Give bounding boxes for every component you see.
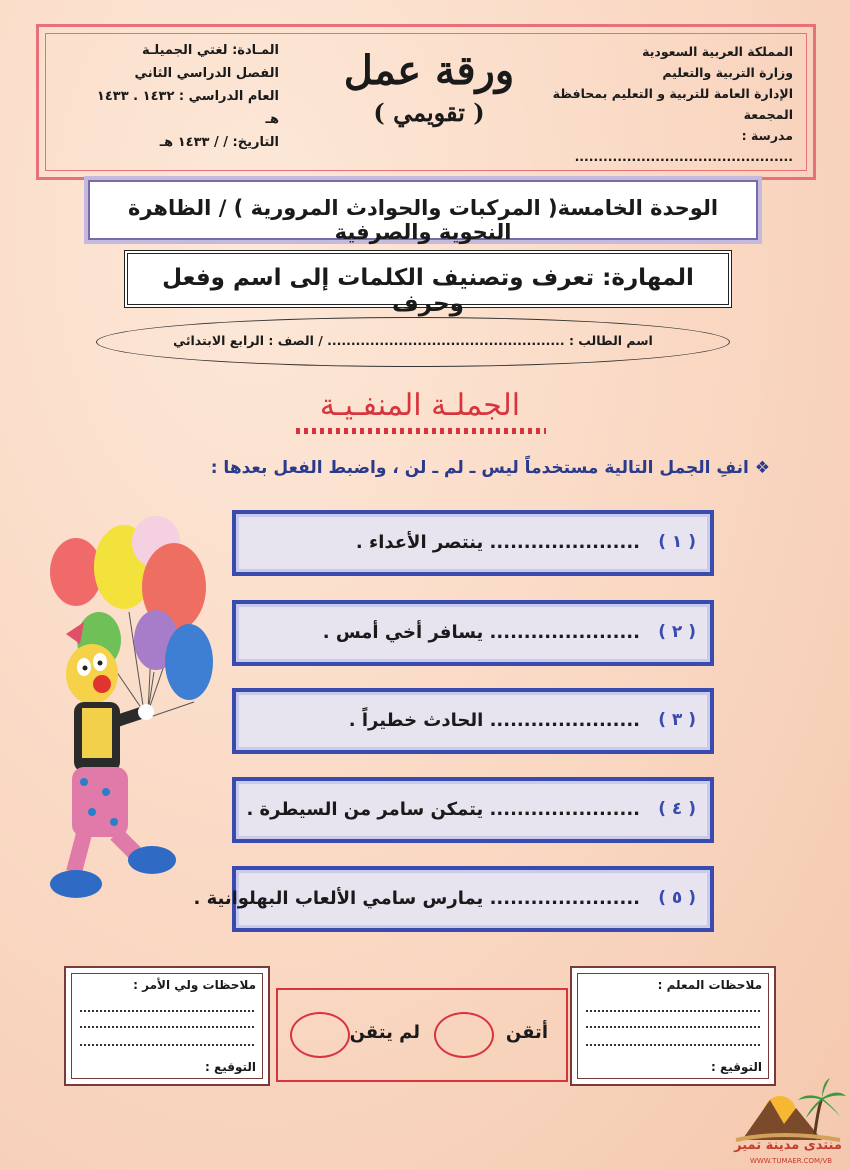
grade-box: [276, 988, 568, 1082]
sentence-text: ...................... يتمكن سامر من السيطرة .: [246, 799, 640, 820]
sentence-text: ...................... الحادث خطيراً .: [348, 710, 640, 731]
exercise-instruction: ❖ انفِ الجمل التالية مستخدماً ليس ـ لم ـ لن ، واضبط الفعل بعدها :: [210, 458, 770, 478]
not-mastered-checkbox[interactable]: [290, 1012, 350, 1058]
notes-line: [586, 1010, 760, 1012]
parent-signature-label: التوقيع :: [205, 1060, 256, 1074]
worksheet-subtitle: ( تقويمي ): [373, 98, 485, 127]
mastered-checkbox[interactable]: [434, 1012, 494, 1058]
sentence-text: ...................... يسافر أخي أمس .: [322, 622, 640, 643]
skill-title: المهارة: تعرف وتصنيف الكلمات إلى اسم وفعل وحرف: [162, 265, 694, 317]
teacher-signature-label: التوقيع :: [711, 1060, 762, 1074]
directorate-label: الإدارة العامة للتربية و التعليم بمحافظة المجمعة: [552, 86, 793, 122]
sentence-box-2[interactable]: [232, 600, 714, 666]
ministry-label: وزارة التربية والتعليم: [662, 65, 793, 80]
forum-logo-icon: [722, 1078, 848, 1168]
blue-balloon-icon: [165, 624, 213, 700]
notes-line: [586, 1044, 760, 1046]
forum-logo-url[interactable]: WWW.TUMAER.COM/VB: [749, 1157, 833, 1165]
unit-box: [88, 180, 758, 244]
date-field: التاريخ: / / ١٤٣٣ هـ: [159, 135, 279, 150]
worksheet-title: ورقة عمل: [343, 47, 515, 94]
header-frame: [36, 24, 816, 180]
sentence-box-1[interactable]: [232, 510, 714, 576]
sentence-number: ( ٤ ): [658, 799, 696, 819]
school-field: مدرسة : ..............................................: [574, 128, 793, 164]
header-course-info: [79, 39, 279, 154]
section-title: الجملـة المنفـيـة: [319, 388, 521, 423]
worksheet-title-block: [299, 47, 559, 127]
parent-notes-label: ملاحظات ولي الأمر :: [133, 978, 256, 992]
unit-title: الوحدة الخامسة( المركبات والحوادث المرورية ) / الظاهرة النحوية والصرفية: [127, 196, 719, 244]
sentence-box-3[interactable]: [232, 688, 714, 754]
notes-line: [586, 1026, 760, 1028]
student-info-line: اسم الطالب : .................................................. / الصف : الرابع الابتدائي: [173, 333, 653, 348]
sentence-number: ( ١ ): [658, 532, 696, 552]
semester-label: الفصل الدراسي الثاني: [134, 66, 279, 81]
year-label: العام الدراسي : ١٤٣٢ . ١٤٣٣ هـ: [96, 89, 279, 127]
notes-line: [80, 1010, 254, 1012]
not-mastered-label: لم يتقن: [349, 1022, 420, 1043]
parent-notes-box[interactable]: [64, 966, 270, 1086]
subject-label: المـادة: لغتي الجميلـة: [141, 43, 279, 58]
student-info-oval: [96, 317, 730, 367]
red-balloon-icon: [50, 538, 102, 606]
notes-line: [80, 1026, 254, 1028]
kingdom-label: المملكة العربية السعودية: [642, 44, 793, 59]
notes-line: [80, 1044, 254, 1046]
sentence-number: ( ٢ ): [658, 622, 696, 642]
clown-balloons-illustration: [44, 512, 224, 904]
teacher-notes-label: ملاحظات المعلم :: [657, 978, 762, 992]
sentence-text: ...................... ينتصر الأعداء .: [355, 532, 640, 553]
sentence-box-5[interactable]: [193, 866, 714, 932]
teacher-notes-box[interactable]: [570, 966, 776, 1086]
header-institution: [523, 41, 793, 167]
forum-logo-name: منتدى مدينة تمير: [734, 1138, 842, 1153]
skill-box: [124, 250, 732, 317]
sentence-box-4[interactable]: [232, 777, 714, 843]
sentence-number: ( ٥ ): [658, 888, 696, 908]
section-title-underline: [296, 428, 546, 434]
mastered-label: أتقن: [505, 1022, 548, 1043]
sentence-number: ( ٣ ): [658, 710, 696, 730]
sentence-text: ...................... يمارس سامي الألعاب البهلوانية .: [193, 888, 640, 909]
